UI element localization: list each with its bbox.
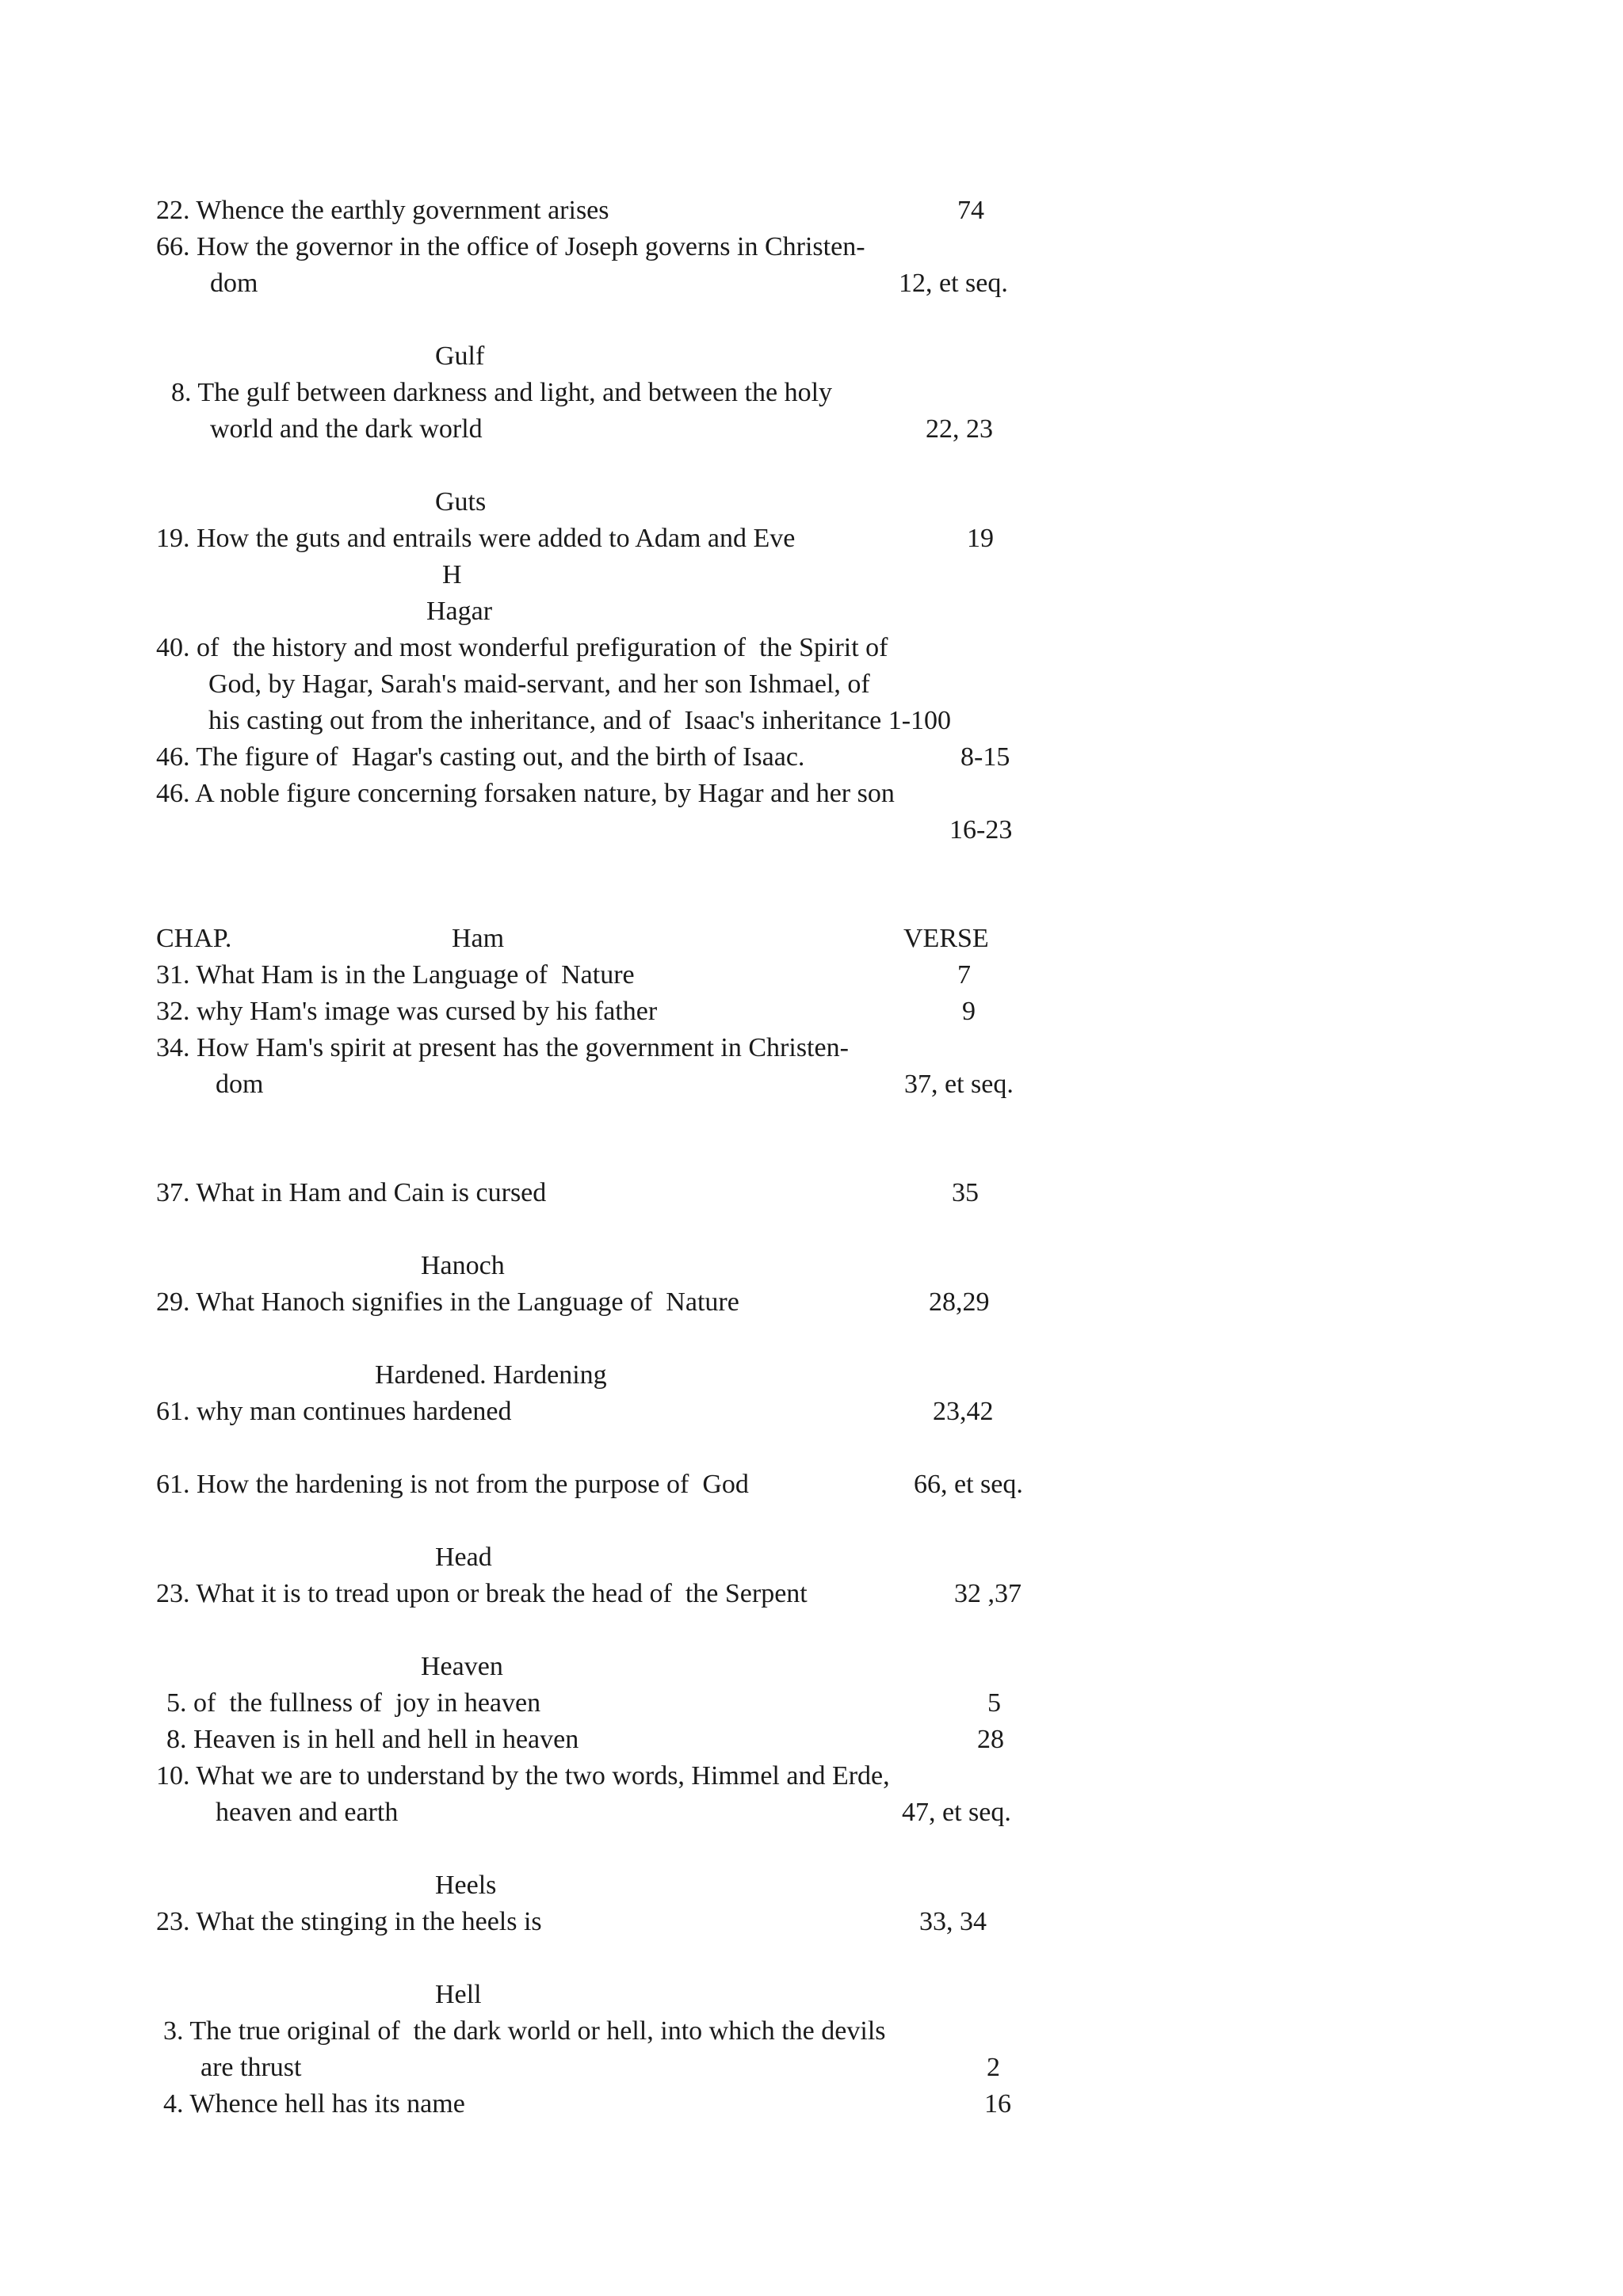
entry-verse: 7 <box>957 960 971 990</box>
entry-text-continued: are thrust <box>200 2053 302 2082</box>
entry-verse: 28 <box>977 1725 1004 1754</box>
entry-verse: 47, et seq. <box>902 1798 1011 1827</box>
entry-text-continued: dom <box>216 1070 264 1099</box>
section-heading-hardened: Hardened. Hardening <box>375 1360 607 1390</box>
entry-text: 19. How the guts and entrails were added to Adam and Eve <box>156 524 796 553</box>
column-header-chap: CHAP. <box>156 924 232 953</box>
entry-text: 23. What the stinging in the heels is <box>156 1907 542 1936</box>
section-heading-heaven: Heaven <box>421 1652 503 1681</box>
entry-text: 37. What in Ham and Cain is cursed <box>156 1178 547 1207</box>
entry-text-continued: heaven and earth <box>216 1798 399 1827</box>
entry-text: 61. why man continues hardened <box>156 1397 512 1426</box>
entry-verse: 2 <box>987 2053 1000 2082</box>
section-heading-guts: Guts <box>435 487 487 517</box>
entry-verse: 19 <box>967 524 994 553</box>
entry-text-continued: his casting out from the inheritance, and of Isaac's inheritance 1-100 <box>208 706 952 735</box>
section-heading-ham: Ham <box>452 924 505 953</box>
entry-verse: 32 ,37 <box>954 1579 1022 1608</box>
entry-text-continued: God, by Hagar, Sarah's maid-servant, and her son Ishmael, of <box>208 669 870 699</box>
section-heading-hanoch: Hanoch <box>421 1251 505 1280</box>
entry-verse: 16-23 <box>949 815 1013 845</box>
entry-text: 4. Whence hell has its name <box>163 2089 465 2119</box>
entry-verse: 12, et seq. <box>899 269 1008 298</box>
entry-verse: 8-15 <box>960 742 1010 772</box>
column-header-verse: VERSE <box>903 924 989 953</box>
entry-text: 61. How the hardening is not from the purpose of God <box>156 1470 749 1499</box>
letter-heading-h: H <box>442 560 462 589</box>
section-heading-gulf: Gulf <box>435 341 485 371</box>
entry-text: 46. The figure of Hagar's casting out, and the birth of Isaac. <box>156 742 805 772</box>
entry-verse: 66, et seq. <box>914 1470 1023 1499</box>
entry-text: 23. What it is to tread upon or break the head of the Serpent <box>156 1579 808 1608</box>
entry-text-continued: dom <box>210 269 258 298</box>
section-heading-hell: Hell <box>435 1980 482 2009</box>
entry-verse: 9 <box>962 997 976 1026</box>
entry-verse: 5 <box>987 1688 1001 1718</box>
entry-verse: 28,29 <box>929 1287 990 1317</box>
entry-text: 22. Whence the earthly government arises <box>156 196 609 225</box>
entry-verse: 33, 34 <box>919 1907 987 1936</box>
entry-text: 40. of the history and most wonderful prefiguration of the Spirit of <box>156 633 888 662</box>
entry-verse: 22, 23 <box>926 414 993 444</box>
entry-verse: 37, et seq. <box>904 1070 1014 1099</box>
entry-text: 32. why Ham's image was cursed by his father <box>156 997 658 1026</box>
section-heading-hagar: Hagar <box>426 597 493 626</box>
entry-verse: 23,42 <box>933 1397 994 1426</box>
entry-text: 29. What Hanoch signifies in the Language of Nature <box>156 1287 739 1317</box>
entry-text: 8. The gulf between darkness and light, and between the holy <box>171 378 833 407</box>
entry-verse: 16 <box>984 2089 1011 2119</box>
section-heading-heels: Heels <box>435 1871 497 1900</box>
entry-text: 8. Heaven is in hell and hell in heaven <box>166 1725 579 1754</box>
entry-text: 5. of the fullness of joy in heaven <box>166 1688 541 1718</box>
entry-text: 34. How Ham's spirit at present has the government in Christen- <box>156 1033 849 1062</box>
entry-text: 3. The true original of the dark world or hell, into which the devils <box>163 2016 886 2046</box>
entry-text: 31. What Ham is in the Language of Nature <box>156 960 635 990</box>
entry-text: 46. A noble figure concerning forsaken nature, by Hagar and her son <box>156 779 895 808</box>
entry-verse: 35 <box>952 1178 979 1207</box>
entry-verse: 74 <box>957 196 984 225</box>
entry-text: 66. How the governor in the office of Joseph governs in Christen- <box>156 232 865 261</box>
section-heading-head: Head <box>435 1543 492 1572</box>
entry-text-continued: world and the dark world <box>210 414 483 444</box>
entry-text: 10. What we are to understand by the two words, Himmel and Erde, <box>156 1761 890 1791</box>
